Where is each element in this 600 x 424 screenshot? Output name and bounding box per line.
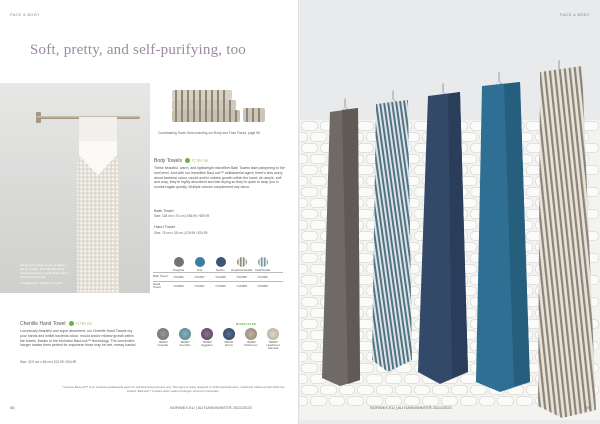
recycled-label: RECYCLED [239,322,257,326]
photo-caption-product: Chenille Hand Towel in Graphite [20,281,63,285]
photo-caption [20,263,70,287]
page-number-left: 58 [10,405,15,410]
chenille-title-text: Chenille Hand Towel [20,321,66,327]
leaf-icon [69,321,74,326]
chenille-swatch [196,328,218,351]
bath-towel-title: Bath Towel [154,208,174,213]
hanging-towels-image [300,0,600,424]
swatch-color [267,328,279,340]
chenille-description: Luxuriously beautiful and super absorbent, our Chenille Hand Towels dry your hands and inhibit bacterial odour, mould and/or mildew growth within the towels, thanks to the exclusive BacLock™ technology. The convenient hanger makes them perfect for anywhere those may be wet, messy hands! [20,329,136,348]
product-code: 7AV008 [236,275,247,279]
footer-left: NORWEX.EU | AUTUMN/WINTER 2022/2023 [170,405,252,410]
leaf-icon [185,158,190,163]
folded-towels-photo [157,84,277,126]
hand-towel-size: Size: 75 cm x 35 cm | £19.99 / €24.99 [154,231,208,235]
product-code: 7AV009 [257,275,268,279]
swatch-label: Graphite/Vanilla [231,268,253,272]
swatch-label: Eggplant [201,343,213,348]
chenille-color-swatches [152,318,288,351]
chenille-size: Size: 32.5 cm x 38 cm | £21.99 / €24.99 [20,360,77,364]
chenille-towel-photo [0,83,150,293]
hand-towel-title: Hand Towel [154,224,175,229]
swatch-teal [189,257,210,272]
chenille-title [20,321,92,327]
swatch-label: Graphite [172,268,185,272]
chenille-swatch [262,328,284,351]
small-photo-caption: Coordinating Towel Sets including our Body and Face Packs, page 66 [158,131,260,135]
swatch-label: Denim [216,268,225,272]
swatch-label: Mushroom [244,343,258,348]
swatch-denim [210,257,231,272]
swatch-code: 760009 [202,340,212,344]
swatch-color [237,257,247,267]
chenille-swatch [174,328,196,351]
table-row [153,272,283,281]
swatch-code: 760013 [158,340,168,344]
product-code: 7AV005 [215,275,226,279]
row-label: Bath Towel [153,274,168,279]
certification-badge: TC TEX 100 [191,158,209,163]
swatch-color [258,257,268,267]
product-code: 7AS008 [236,284,247,288]
product-code: 7AS006 [173,284,184,288]
chenille-hand-towel-image [75,117,121,293]
swatch-color [223,328,235,340]
swatch-label: Heathered Oatmeal [266,343,280,351]
swatch-code: 760002 [246,340,256,344]
swatch-label: Teal [196,268,203,272]
chenille-swatch [152,328,174,351]
chenille-swatch [218,328,240,351]
towel-swatch-row [153,250,283,272]
body-towels-description: These beautiful, warm, and lightweight microfiber Bath Towels take pampering to the next level. And with our incredible BacLock™ antibacterial agent, there's less worry about bacterial odour, mould and/or mildew growth within the towel. An ample, soft and cosy, they're highly absorbent and fast drying so they're quick to wrap you in comfort again quickly. Multiple colours complement any decor. [154,166,285,190]
swatch-graphite [168,257,189,272]
swatch-graphite-vanilla [231,257,252,272]
product-code: 7AS007 [194,284,205,288]
swatch-color [179,328,191,340]
page-headline: Soft, pretty, and self-purifying, too [30,42,246,58]
body-towels-title-text: Body Towels [154,158,182,164]
swatch-color [201,328,213,340]
swatch-code: 360011 [224,340,234,344]
swatch-color [245,328,257,340]
swatch-label: Sea Mist [179,343,191,348]
section-tag: FACE & BODY [10,12,40,17]
swatch-label: Denim [224,343,234,348]
bath-towel-size: Size: 148 cm x 70 cm | £56.99 / €59.99 [154,214,210,218]
product-code: 7AS005 [215,284,226,288]
swatch-label: Teal/Vanilla [254,268,271,272]
swatch-code: 360007 [180,340,190,344]
right-page-photo [300,0,600,424]
swatch-teal-vanilla [252,257,273,272]
swatch-color [157,328,169,340]
swatch-color [195,257,205,267]
product-code: 7AS009 [257,284,268,288]
product-code: 7AV006 [173,275,184,279]
swatch-color [216,257,226,267]
page-number-right: 59 [585,405,590,410]
photo-caption-text: Hang it on a hook, a rod, or place it flat on a shelf. The Chenille Hand Towel has loops on both sides and a soft, absorbent pile. [20,263,69,279]
chenille-swatch-row [152,328,288,351]
recycled-badge: ♻ RECYCLED [236,322,257,326]
section-tag-right: FACE & BODY [560,12,590,17]
product-code: 7AV007 [194,275,205,279]
certification-badge: TC TEX 100 [75,321,92,326]
swatch-code: 760005 [268,340,278,344]
footnote: * Genuine BacLock™ is an exclusive antibacterial agent for self-cleansing purposes only. This agent is solely designed to inhibit bacterial odour, mould and mildew growth within the product. BacLock™ contains silver sodium hydrogen zirconium phosphate. [61,385,285,393]
footer-right: NORWEX.EU | AUTUMN/WINTER 2022/2023 [370,405,452,410]
body-towels-title [154,158,208,164]
swatch-color [174,257,184,267]
row-label: Hand Towel [153,281,161,289]
chenille-swatch [240,328,262,351]
towel-color-table [153,250,283,290]
table-row [153,281,283,290]
swatch-label: Graphite [157,343,169,348]
